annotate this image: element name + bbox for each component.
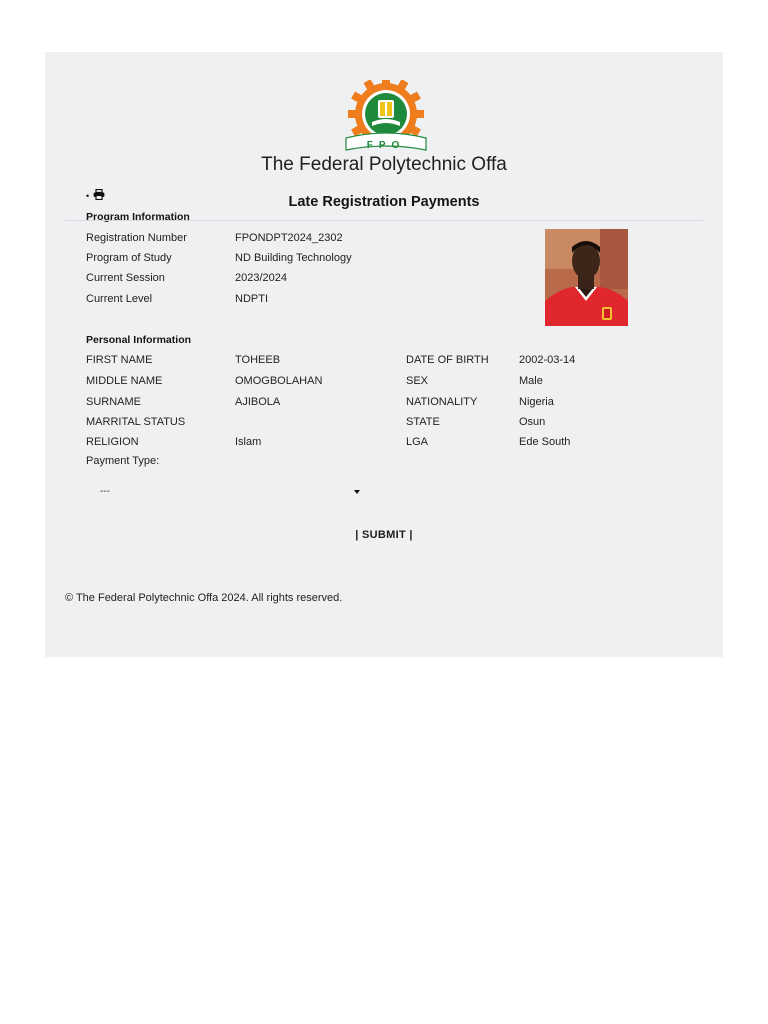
religion-value: Islam	[235, 436, 262, 448]
payment-type-label: Payment Type:	[86, 455, 160, 467]
registration-number-label: Registration Number	[86, 232, 187, 244]
date-of-birth-label: DATE OF BIRTH	[406, 354, 489, 366]
lga-label: LGA	[406, 436, 429, 448]
chevron-down-icon	[354, 490, 360, 494]
current-level-value: NDPTI	[235, 293, 268, 305]
middle-name-value: OMOGBOLAHAN	[235, 375, 323, 387]
nationality-label: NATIONALITY	[406, 396, 478, 408]
state-value: Osun	[519, 416, 546, 428]
registration-panel	[45, 52, 723, 657]
polytechnic-logo	[342, 80, 430, 152]
student-photo	[545, 229, 628, 326]
date-of-birth-value: 2002-03-14	[519, 354, 576, 366]
registration-number-value: FPONDPT2024_2302	[235, 232, 343, 244]
religion-label: RELIGION	[86, 436, 139, 448]
submit-row	[45, 529, 723, 541]
institution-name: The Federal Polytechnic Offa	[261, 154, 507, 175]
sex-value: Male	[519, 375, 543, 387]
bullet: •	[86, 191, 90, 201]
surname-value: AJIBOLA	[235, 396, 281, 408]
payment-type-select[interactable]	[90, 482, 365, 504]
personal-info-title: Personal Information	[86, 334, 192, 346]
header-divider	[65, 220, 703, 221]
lga-value: Ede South	[519, 436, 571, 448]
nationality-value: Nigeria	[519, 396, 554, 408]
program-of-study-value: ND Building Technology	[235, 252, 352, 264]
page-title: Late Registration Payments	[288, 194, 480, 210]
current-session-label: Current Session	[86, 272, 165, 284]
sex-label: SEX	[406, 375, 429, 387]
marital-status-label: MARRITAL STATUS	[86, 416, 186, 428]
current-session-value: 2023/2024	[235, 272, 287, 284]
submit-button[interactable]: | SUBMIT |	[355, 529, 413, 541]
payment-type-selected: ---	[100, 486, 110, 497]
state-label: STATE	[406, 416, 440, 428]
first-name-value: TOHEEB	[235, 354, 281, 366]
footer-copyright: © The Federal Polytechnic Offa 2024. All rights reserved.	[65, 592, 343, 604]
current-level-label: Current Level	[86, 293, 153, 305]
program-of-study-label: Program of Study	[86, 252, 172, 264]
surname-label: SURNAME	[86, 396, 142, 408]
program-info-title: Program Information	[86, 211, 190, 223]
logo-initials: FPO	[366, 140, 406, 151]
middle-name-label: MIDDLE NAME	[86, 375, 163, 387]
first-name-label: FIRST NAME	[86, 354, 153, 366]
